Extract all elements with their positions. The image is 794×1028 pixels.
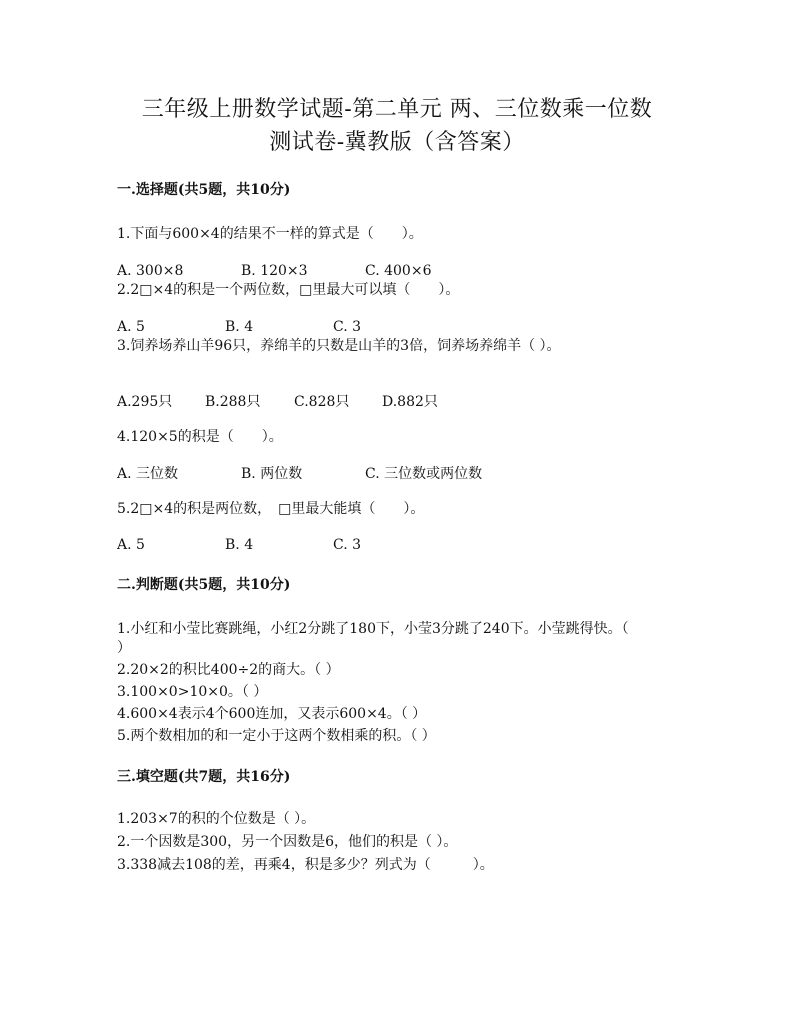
question-3-3: 3.338减去108的差，再乘4，积是多少？列式为（ ）。 [117,857,494,873]
question-1-3-option-b: B.288只 [205,394,261,410]
question-1-3-option-c: C.828只 [294,394,350,410]
section-heading-fill-in: 三.填空题(共7题，共16分) [117,769,291,785]
question-1-4-option-b: B. 两位数 [241,466,303,482]
question-2-5: 5.两个数相加的和一定小于这两个数相乘的积。（ ） [117,728,436,744]
question-2-2: 2.20×2的积比400÷2的商大。（ ） [117,662,340,678]
question-1-4-option-a: A. 三位数 [117,466,179,482]
question-1-1-option-a: A. 300×8 [117,263,184,279]
question-2-1-line-1: 1.小红和小莹比赛跳绳，小红2分跳了180下，小莹3分跳了240下。小莹跳得快。（ [117,621,629,637]
question-1-2-option-b: B. 4 [225,319,254,335]
question-1-5-option-b: B. 4 [225,537,254,553]
question-3-1: 1.203×7的积的个位数是（ ）。 [117,811,316,827]
question-1-3-option-d: D.882只 [382,394,438,410]
question-2-4: 4.600×4表示4个600连加，又表示600×4。（ ） [117,706,427,722]
question-1-3: 3.饲养场养山羊96只，养绵羊的只数是山羊的3倍，饲养场养绵羊（ ）。 [117,338,561,354]
question-1-3-option-a: A.295只 [117,394,173,410]
section-heading-judgement: 二.判断题(共5题，共10分) [117,577,291,593]
question-1-2: 2.2□×4的积是一个两位数，□里最大可以填（ ）。 [117,282,460,298]
question-1-5: 5.2□×4的积是两位数， □里最大能填（ ）。 [117,501,425,517]
question-1-2-option-c: C. 3 [333,319,362,335]
question-3-2: 2.一个因数是300，另一个因数是6，他们的积是（ ）。 [117,834,458,850]
question-1-4: 4.120×5的积是（ ）。 [117,429,283,445]
question-1-1: 1.下面与600×4的结果不一样的算式是（ ）。 [117,226,423,242]
document-title-line-2: 测试卷-冀教版（含答案） [269,130,525,155]
section-heading-choice: 一.选择题(共5题，共10分) [117,182,291,198]
document-title-line-1: 三年级上册数学试题-第二单元 两、三位数乘一位数 [141,97,653,122]
question-1-5-option-c: C. 3 [333,537,362,553]
question-1-2-option-a: A. 5 [117,319,145,335]
question-2-3: 3.100×0>10×0。（ ） [117,684,268,700]
question-1-4-option-c: C. 三位数或两位数 [365,466,483,482]
question-1-5-option-a: A. 5 [117,537,145,553]
question-2-1-line-2: ） [117,640,131,656]
question-1-1-option-b: B. 120×3 [241,263,308,279]
question-1-1-option-c: C. 400×6 [365,263,432,279]
